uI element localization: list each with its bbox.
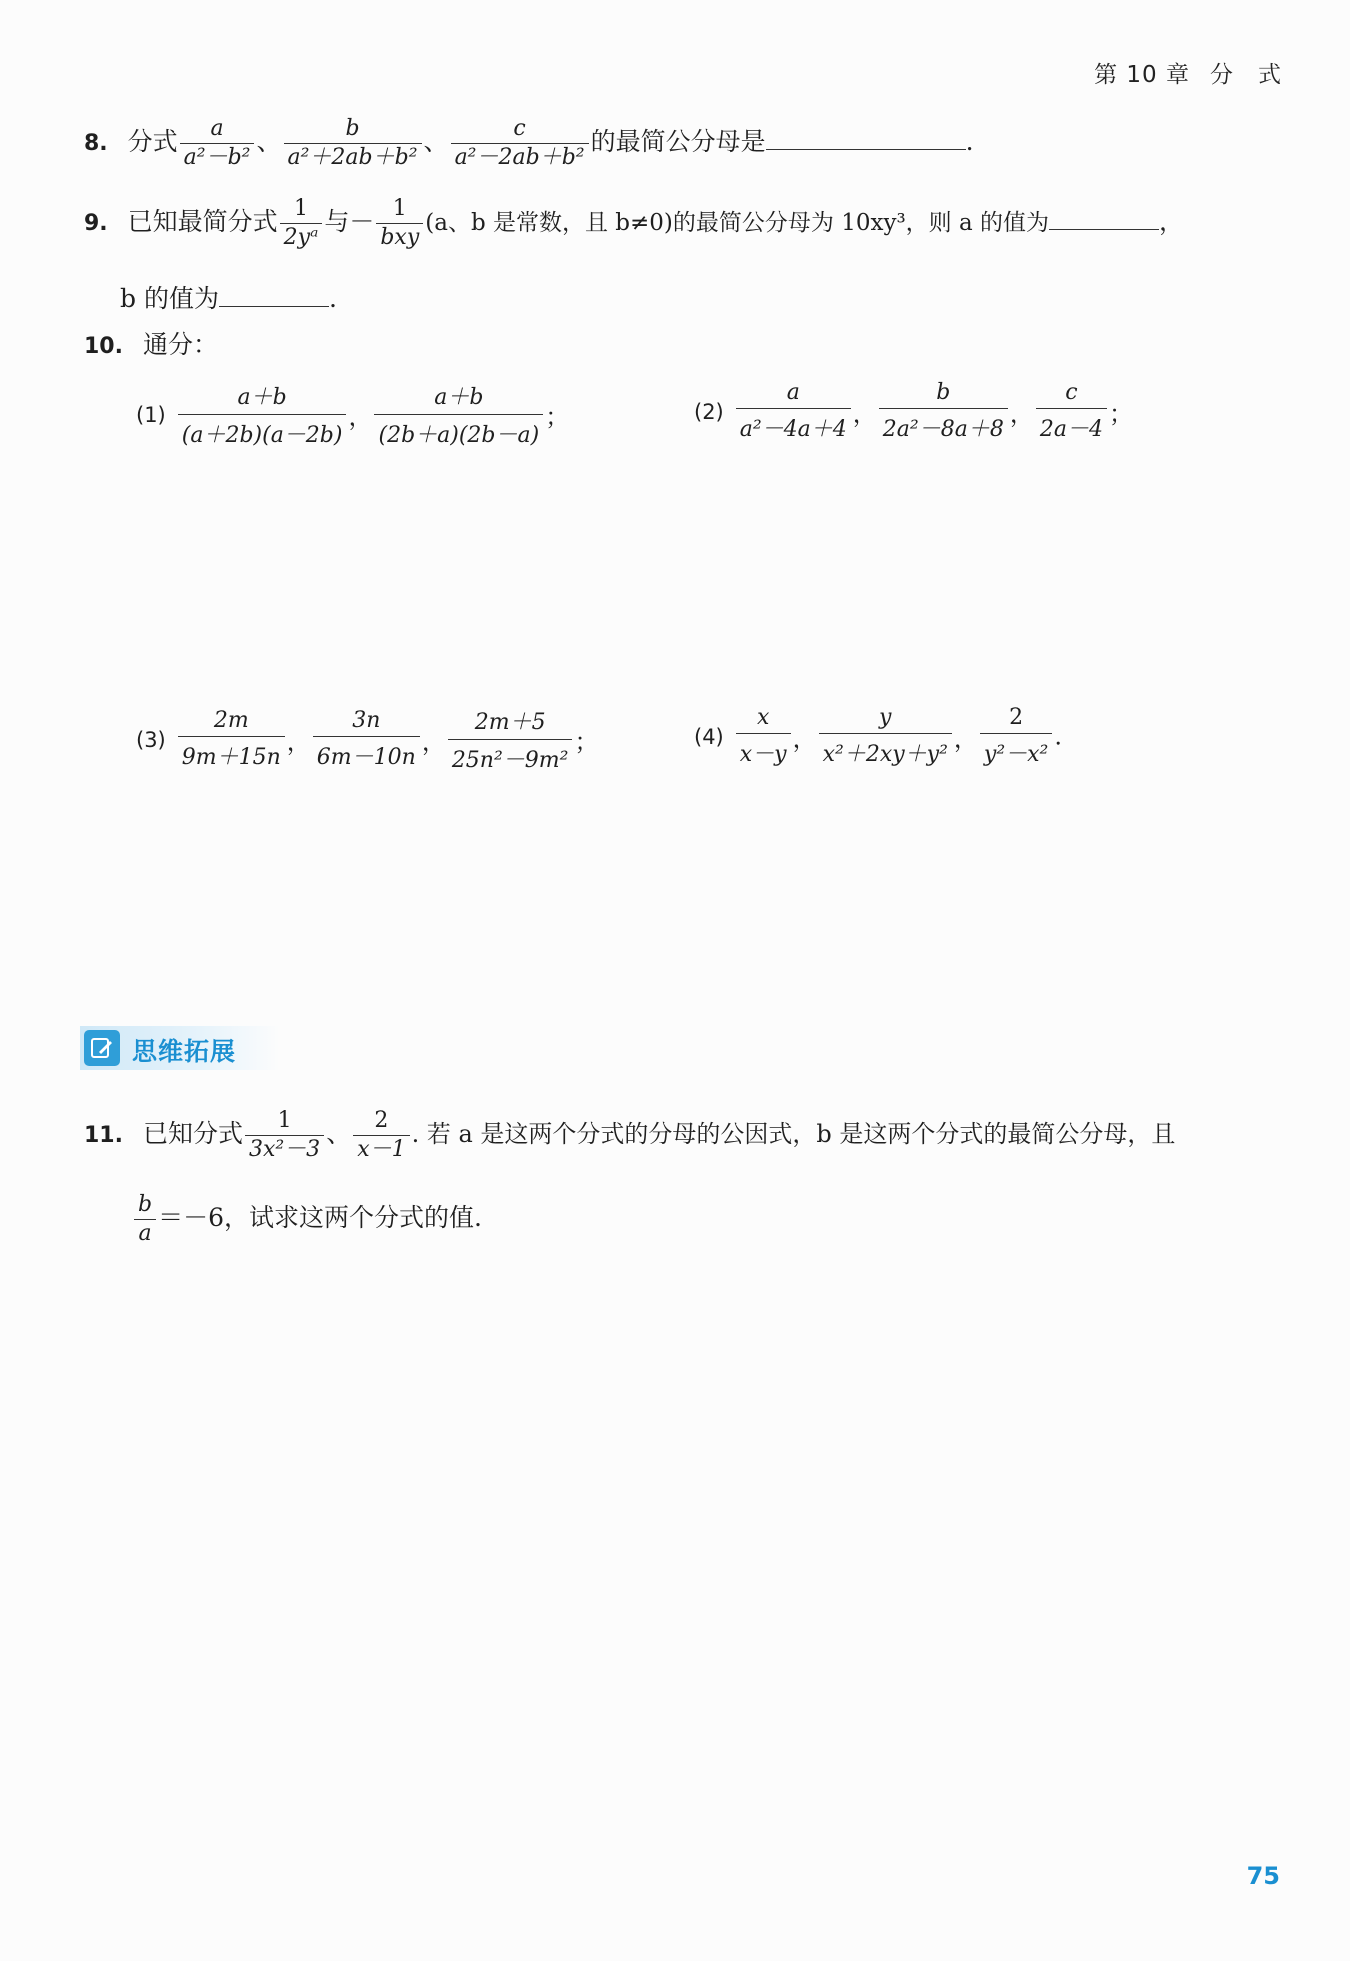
denominator: a²－4a＋4	[739, 417, 847, 442]
question-text: 分式	[127, 127, 178, 156]
numerator: 1	[245, 1110, 324, 1136]
fraction	[448, 705, 573, 774]
chapter-title: 分 式	[1210, 62, 1282, 88]
numerator: 2m	[178, 708, 285, 737]
fraction	[178, 380, 347, 449]
denominator: x²＋2xy＋y²	[822, 742, 948, 767]
separator: 、	[326, 1119, 352, 1148]
denominator: a²＋2ab＋b²	[287, 145, 418, 170]
question-text: 已知分式	[142, 1119, 243, 1148]
denominator: a²－2ab＋b²	[454, 145, 585, 170]
separator: ，	[852, 400, 877, 428]
part-label: (1)	[136, 402, 166, 427]
fraction	[180, 118, 255, 169]
fraction	[284, 118, 422, 169]
separator: ，	[953, 725, 978, 753]
question-text: 已知最简分式	[127, 207, 278, 236]
denominator: y²－x²	[983, 742, 1049, 767]
separator: ，	[421, 728, 446, 756]
numerator: 1	[280, 198, 323, 224]
numerator: c	[451, 118, 589, 144]
fraction	[376, 198, 423, 249]
chapter-header	[1094, 56, 1282, 89]
answer-blank[interactable]	[766, 127, 966, 150]
denominator: x－1	[357, 1137, 406, 1162]
part-label: (2)	[694, 399, 724, 424]
question-text: b 的值为	[120, 284, 219, 313]
separator: 、	[256, 127, 282, 156]
part-label: (3)	[136, 727, 166, 752]
fraction	[353, 1110, 409, 1161]
fraction	[451, 118, 589, 169]
question-text: (a、b 是常数，且 b≠0)的最简公分母为 10xy³，则 a 的值为	[425, 210, 1049, 236]
numerator: a	[736, 380, 851, 409]
separator: ；	[1108, 400, 1133, 428]
question-9-line2	[120, 284, 337, 311]
fraction	[245, 1110, 324, 1161]
denominator: 25n²－9m²	[451, 748, 569, 773]
denominator: x－y	[739, 742, 787, 767]
question-number: 8.	[84, 131, 108, 156]
fraction	[280, 198, 323, 249]
fraction	[980, 705, 1052, 768]
numerator: b	[134, 1194, 156, 1220]
section-banner	[80, 1026, 280, 1070]
fraction	[736, 380, 851, 443]
question-text: 通分：	[142, 330, 218, 359]
question-10-part-2	[694, 380, 1133, 443]
denominator: 6m－10n	[316, 745, 416, 770]
pencil-note-icon	[84, 1030, 120, 1066]
fraction	[134, 1194, 156, 1245]
fraction	[879, 380, 1008, 443]
question-9	[84, 198, 1184, 249]
separator: 、	[423, 127, 449, 156]
answer-blank-b[interactable]	[219, 284, 329, 307]
fraction	[313, 708, 420, 771]
numerator: 1	[376, 198, 423, 224]
question-number: 9.	[84, 211, 108, 236]
separator: ，	[792, 725, 817, 753]
denominator: 2yᵃ	[283, 225, 319, 250]
separator: ，	[1159, 207, 1185, 236]
numerator: 2m＋5	[448, 705, 573, 740]
separator: ；	[545, 403, 570, 431]
numerator: y	[819, 705, 952, 734]
numerator: 2	[980, 705, 1052, 734]
denominator: (a＋2b)(a－2b)	[181, 423, 343, 448]
question-number: 10.	[84, 334, 123, 359]
question-number: 11.	[84, 1123, 123, 1148]
numerator: c	[1036, 380, 1107, 409]
question-text: 与－	[324, 207, 375, 236]
numerator: b	[879, 380, 1008, 409]
fraction	[819, 705, 952, 768]
numerator: 2	[353, 1110, 409, 1136]
question-10-part-1	[136, 380, 569, 449]
separator: ，	[1009, 400, 1034, 428]
separator: ，	[286, 728, 311, 756]
separator: .	[328, 284, 337, 313]
numerator: a	[180, 118, 255, 144]
question-11	[84, 1110, 1175, 1161]
fraction	[736, 705, 791, 768]
page-number: 75	[1246, 1862, 1280, 1890]
denominator: 3x²－3	[248, 1137, 321, 1162]
part-label: (4)	[694, 724, 724, 749]
denominator: (2b＋a)(2b－a)	[378, 423, 540, 448]
fraction	[178, 708, 285, 771]
question-11-line2	[132, 1194, 482, 1245]
numerator: a＋b	[374, 380, 543, 415]
numerator: 3n	[313, 708, 420, 737]
separator: .	[965, 127, 974, 156]
separator: .	[1054, 722, 1063, 751]
question-text: . 若 a 是这两个分式的分母的公因式，b 是这两个分式的最简公分母，且	[411, 1120, 1176, 1148]
chapter-number: 第 10 章	[1094, 62, 1190, 88]
numerator: a＋b	[178, 380, 347, 415]
separator: ，	[348, 403, 373, 431]
numerator: x	[736, 705, 791, 734]
denominator: 2a－4	[1039, 417, 1103, 442]
question-10-part-3	[136, 705, 598, 774]
fraction	[1036, 380, 1107, 443]
denominator: 9m＋15n	[181, 745, 281, 770]
numerator: b	[284, 118, 422, 144]
denominator: a²－b²	[183, 145, 251, 170]
section-title: 思维拓展	[132, 1037, 237, 1066]
question-text: ＝－6，试求这两个分式的值.	[158, 1203, 482, 1232]
answer-blank-a[interactable]	[1049, 207, 1159, 230]
separator: ；	[574, 728, 599, 756]
question-8	[84, 118, 974, 169]
denominator: bxy	[380, 225, 420, 250]
denominator: a	[138, 1221, 152, 1246]
question-text: 的最简公分母是	[590, 127, 766, 156]
denominator: 2a²－8a＋8	[882, 417, 1004, 442]
question-10-part-4	[694, 705, 1062, 768]
question-10	[84, 332, 218, 358]
fraction	[374, 380, 543, 449]
